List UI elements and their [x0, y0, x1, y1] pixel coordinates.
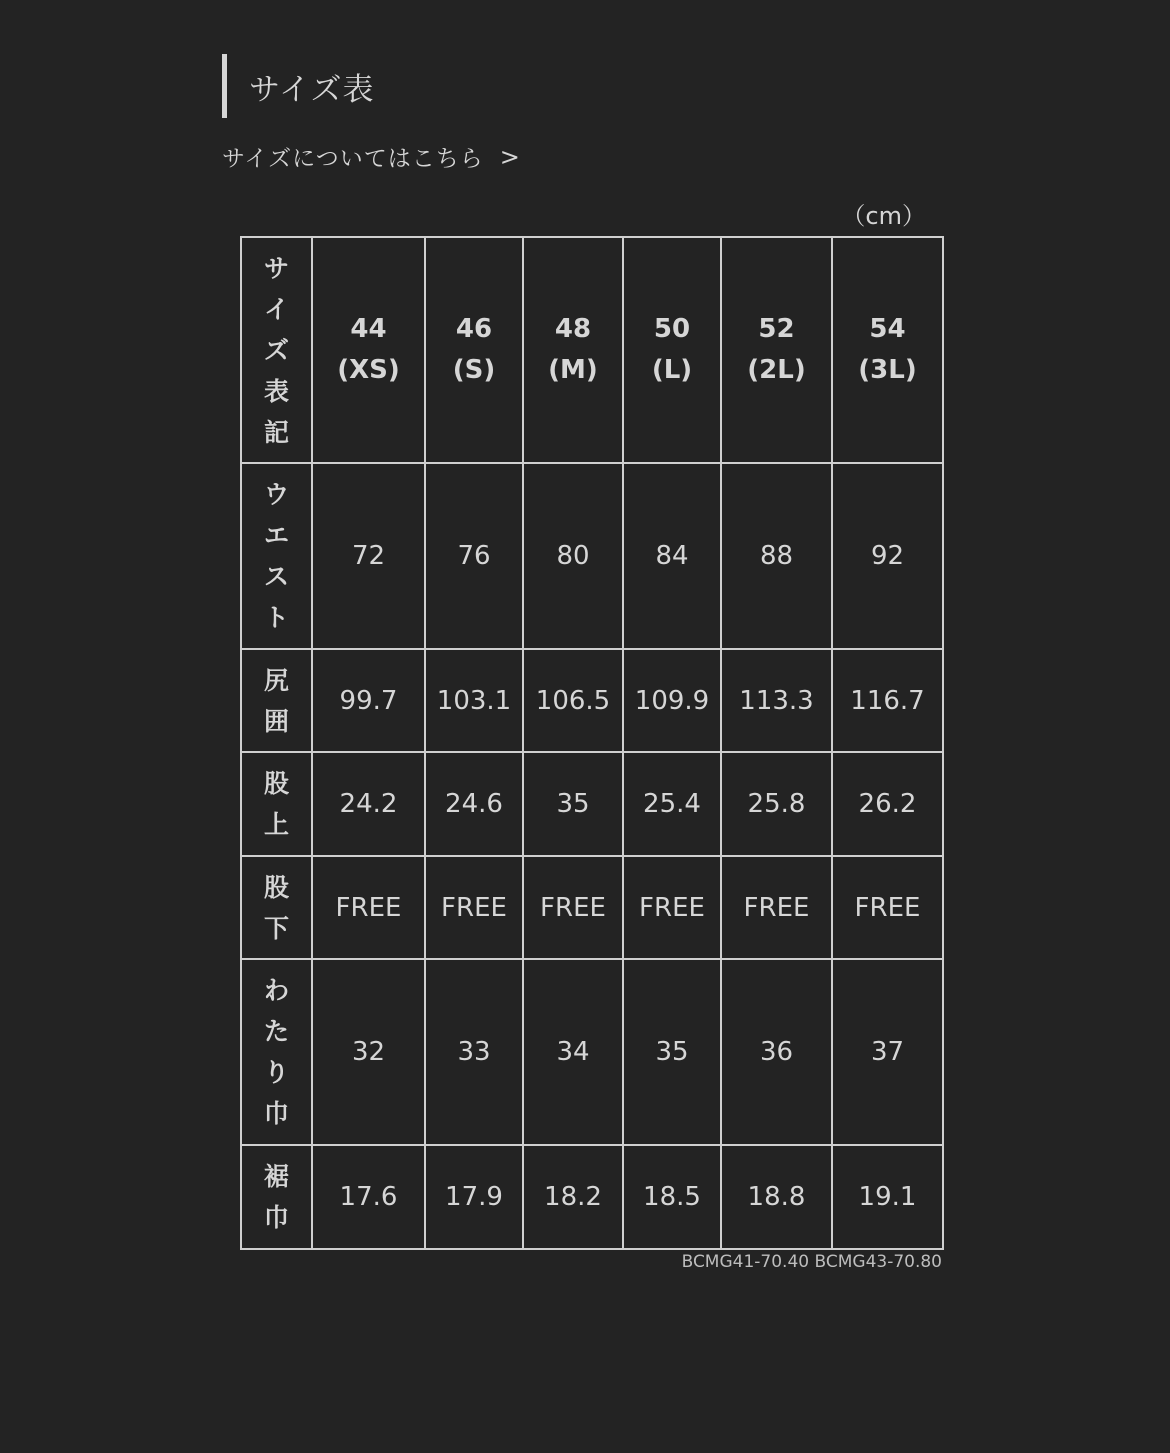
- table-cell: 24.2: [312, 752, 425, 856]
- table-cell: 34: [523, 959, 623, 1145]
- model-codes: BCMG41-70.40 BCMG43-70.80: [681, 1252, 942, 1272]
- table-cell: 17.6: [312, 1145, 425, 1249]
- row-label-size: サイズ表記: [241, 237, 312, 463]
- table-row-hip: [241, 649, 943, 752]
- table-row-rise: [241, 752, 943, 856]
- table-cell: 37: [832, 959, 943, 1145]
- table-cell: FREE: [832, 856, 943, 959]
- table-cell: 35: [523, 752, 623, 856]
- section-heading: [222, 54, 375, 118]
- table-cell: 76: [425, 463, 523, 649]
- size-guide-link[interactable]: [222, 140, 521, 173]
- heading-accent-bar: [222, 54, 227, 118]
- row-label-rise: 股上: [241, 752, 312, 856]
- unit-label: （cm）: [841, 202, 926, 230]
- table-cell: 25.4: [623, 752, 721, 856]
- table-cell: 25.8: [721, 752, 832, 856]
- table-cell: 92: [832, 463, 943, 649]
- page-title: サイズ表: [249, 71, 375, 108]
- table-row-hem: [241, 1145, 943, 1249]
- row-label-thigh: わたり巾: [241, 959, 312, 1145]
- table-cell: 19.1: [832, 1145, 943, 1249]
- table-cell: 99.7: [312, 649, 425, 752]
- size-header-48: 48 (M): [523, 237, 623, 463]
- row-label-hem: 裾巾: [241, 1145, 312, 1249]
- table-cell: 18.5: [623, 1145, 721, 1249]
- size-header-52: 52 (2L): [721, 237, 832, 463]
- table-cell: 36: [721, 959, 832, 1145]
- table-header-row: [241, 237, 943, 463]
- chevron-right-icon: >: [499, 142, 521, 171]
- table-cell: FREE: [523, 856, 623, 959]
- row-label-inseam: 股下: [241, 856, 312, 959]
- table-cell: 80: [523, 463, 623, 649]
- table-row-waist: [241, 463, 943, 649]
- table-cell: 109.9: [623, 649, 721, 752]
- table-cell: FREE: [425, 856, 523, 959]
- table-cell: 84: [623, 463, 721, 649]
- table-cell: 72: [312, 463, 425, 649]
- table-cell: FREE: [312, 856, 425, 959]
- size-header-50: 50 (L): [623, 237, 721, 463]
- row-label-hip: 尻囲: [241, 649, 312, 752]
- table-cell: 35: [623, 959, 721, 1145]
- size-header-54: 54 (3L): [832, 237, 943, 463]
- table-row-thigh: [241, 959, 943, 1145]
- table-cell: 33: [425, 959, 523, 1145]
- size-header-46: 46 (S): [425, 237, 523, 463]
- table-cell: 26.2: [832, 752, 943, 856]
- row-label-waist: ウエスト: [241, 463, 312, 649]
- table-cell: 18.2: [523, 1145, 623, 1249]
- table-cell: 88: [721, 463, 832, 649]
- table-cell: 32: [312, 959, 425, 1145]
- table-row-inseam: [241, 856, 943, 959]
- table-cell: FREE: [721, 856, 832, 959]
- size-guide-link-label: サイズについてはこちら: [222, 146, 484, 172]
- table-cell: 17.9: [425, 1145, 523, 1249]
- table-cell: 113.3: [721, 649, 832, 752]
- table-cell: 106.5: [523, 649, 623, 752]
- size-header-44: 44 (XS): [312, 237, 425, 463]
- table-cell: 103.1: [425, 649, 523, 752]
- table-cell: 116.7: [832, 649, 943, 752]
- table-cell: FREE: [623, 856, 721, 959]
- table-cell: 24.6: [425, 752, 523, 856]
- table-cell: 18.8: [721, 1145, 832, 1249]
- size-table: [240, 236, 944, 1250]
